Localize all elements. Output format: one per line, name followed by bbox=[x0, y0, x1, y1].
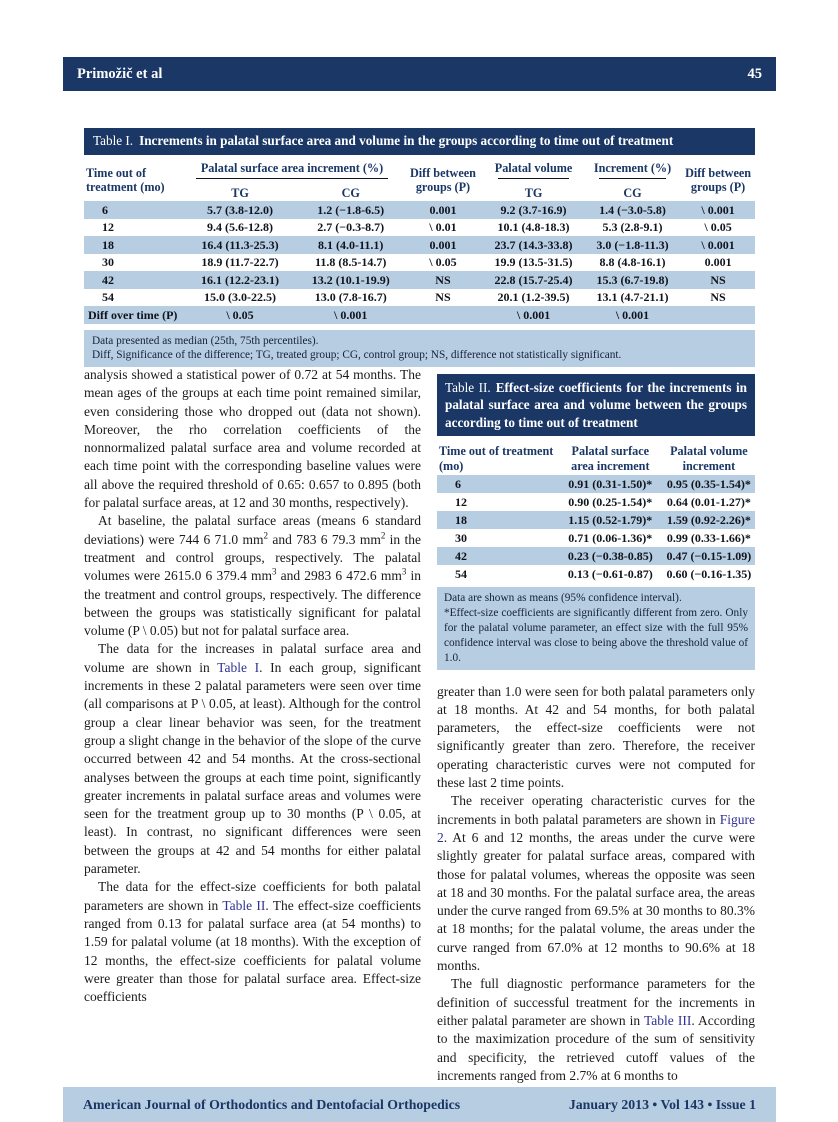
cell: 30 bbox=[102, 255, 114, 270]
table-2 bbox=[437, 374, 755, 670]
ref-table-2[interactable]: Table II bbox=[222, 897, 266, 913]
cell: 18.9 (11.7-22.7) bbox=[201, 255, 279, 270]
col-header-cg: CG bbox=[623, 185, 642, 200]
paragraph bbox=[84, 512, 421, 640]
text-run: At baseline, the palatal surface areas (means 6 standard deviations) were 744 6 71.0 mm bbox=[84, 513, 421, 547]
text-run: . The effect-size coefficients ranged from 0.13 for palatal surface area (at 54 months) to 1.59 for palatal volume (at 18 months). With the exception of 12 months, the effect-size coefficients for palatal volume were greater than those for palatal surface area. Effect-size coefficients bbox=[84, 897, 421, 1005]
col-header-surface: Palatal surface area increment bbox=[571, 444, 650, 473]
cell: 1.4 (−3.0-5.8) bbox=[599, 202, 666, 217]
cell: 8.8 (4.8-16.1) bbox=[599, 255, 666, 270]
journal-name: American Journal of Orthodontics and Dentofacial Orthopedics bbox=[83, 1096, 461, 1112]
cell: \ 0.05 bbox=[226, 307, 254, 322]
cell: 0.001 bbox=[429, 202, 457, 217]
cell: 5.3 (2.8-9.1) bbox=[602, 220, 663, 235]
table-row bbox=[84, 254, 755, 272]
cell: 13.2 (10.1-19.9) bbox=[311, 272, 390, 287]
footnote-line: Data presented as median (25th, 75th percentiles). bbox=[92, 334, 319, 347]
col-header-tg: TG bbox=[231, 185, 249, 200]
cell: 0.95 (0.35-1.54)* bbox=[666, 476, 751, 491]
cell: 42 bbox=[455, 548, 467, 563]
cell: 11.8 (8.5-14.7) bbox=[315, 255, 387, 270]
group-header-increment: Increment (%) bbox=[584, 155, 681, 180]
table-row bbox=[84, 201, 755, 219]
text-run: The receiver operating characteristic curves for the increments in both palatal parameters are shown in bbox=[437, 793, 755, 827]
cell: 1.2 (−1.8-6.5) bbox=[317, 202, 385, 217]
table-2-title: Effect-size coefficients for the increments in palatal surface area and volume between the groups according to time out of treatment bbox=[445, 380, 747, 430]
cell: 12 bbox=[455, 494, 467, 509]
cell: NS bbox=[710, 290, 726, 305]
cell: 0.99 (0.33-1.66)* bbox=[666, 530, 751, 545]
table-1-label: Table I. bbox=[93, 133, 134, 148]
left-text-column bbox=[84, 366, 421, 1006]
col-header-volume: Palatal volume increment bbox=[670, 444, 748, 473]
cell: 16.1 (12.2-23.1) bbox=[200, 272, 279, 287]
cell: 0.13 (−0.61-0.87) bbox=[567, 566, 653, 581]
text-run: and 783 6 79.3 mm bbox=[268, 531, 381, 547]
text-run: The full diagnostic performance parameters for the definition of successful treatment for the increments in either palatal parameter are shown in bbox=[437, 976, 755, 1028]
cell: \ 0.01 bbox=[429, 220, 457, 235]
table-row bbox=[437, 475, 755, 493]
text-run: in the treatment and control groups, respectively. The difference between the groups was statistically significant for palatal volume (P \ 0.05) but not for palatal surface area. bbox=[84, 568, 421, 639]
paragraph bbox=[84, 640, 421, 878]
col-header-cg: CG bbox=[341, 185, 360, 200]
table-row bbox=[84, 236, 755, 254]
page-footer bbox=[63, 1087, 776, 1122]
text-run: 3 bbox=[271, 566, 277, 577]
cell: \ 0.001 bbox=[701, 237, 735, 252]
paragraph bbox=[437, 975, 755, 1085]
cell: 42 bbox=[102, 272, 114, 287]
cell: 13.0 (7.8-16.7) bbox=[314, 290, 387, 305]
cell: 15.3 (6.7-19.8) bbox=[596, 272, 669, 287]
ref-table-3[interactable]: Table III bbox=[643, 1012, 692, 1028]
cell: 54 bbox=[102, 290, 114, 305]
col-header-diff-surface: Diff between groups (P) bbox=[409, 166, 476, 195]
table-1-title: Increments in palatal surface area and volume in the groups according to time out of treatment bbox=[139, 133, 674, 148]
cell: 9.4 (5.6-12.8) bbox=[206, 220, 273, 235]
table-2-title-bar bbox=[437, 374, 755, 436]
cell: 0.71 (0.06-1.36)* bbox=[568, 530, 653, 545]
col-header-tg: TG bbox=[524, 185, 543, 200]
text-run: The data for the increases in palatal surface area and volume are shown in bbox=[84, 641, 421, 675]
cell: \ 0.001 bbox=[615, 307, 650, 322]
cell: \ 0.001 bbox=[516, 307, 551, 322]
group-header-volume: Palatal volume bbox=[483, 155, 584, 180]
cell: NS bbox=[435, 290, 451, 305]
cell: 0.23 (−0.38-0.85) bbox=[567, 548, 653, 563]
cell: 0.91 (0.31-1.50)* bbox=[568, 476, 653, 491]
table-2-footnotes bbox=[437, 587, 755, 670]
cell: \ 0.001 bbox=[701, 202, 735, 217]
text-run: 2 bbox=[380, 530, 386, 541]
paragraph bbox=[84, 878, 421, 1006]
table-row bbox=[437, 547, 755, 565]
cell: 0.60 (−0.16-1.35) bbox=[666, 566, 752, 581]
cell: 19.9 (13.5-31.5) bbox=[494, 255, 573, 270]
paragraph bbox=[437, 683, 755, 793]
table-row bbox=[84, 289, 755, 307]
text-run: analysis showed a statistical power of 0.72 at 54 months. The mean ages of the groups at each time point remained similar, even considering those who dropped out (data not shown). Moreover, the rho correlation coefficients of the nonnormalized palatal surface area and volume recorded at each time point with the corresponding baseline values were all above the required threshold of 0.65: 0.657 to 0.895 (both for palatal surface areas, at 12 and 30 months, respectively). bbox=[84, 367, 421, 511]
cell bbox=[681, 306, 755, 324]
text-run: . At 6 and 12 months, the areas under the curve were slightly greater for palatal surface areas, compared with those for palatal volumes, whereas the opposite was seen at 18 and 30 months. For the palatal surface area, the areas under the curve ranged from 69.5% at 30 months to 80.3% at 18 months; for the palatal volume, the areas under the curve ranged from 67.0% at 12 months to 90.6% at 18 months. bbox=[437, 829, 755, 974]
ref-figure-2[interactable]: Figure 2 bbox=[437, 811, 755, 845]
cell: 13.1 (4.7-21.1) bbox=[596, 290, 669, 305]
col-header-diff-volume: Diff between groups (P) bbox=[685, 166, 752, 195]
cell: 12 bbox=[102, 220, 114, 235]
cell: 6 bbox=[455, 476, 461, 491]
cell: \ 0.05 bbox=[429, 255, 457, 270]
paragraph bbox=[437, 792, 755, 975]
cell: \ 0.05 bbox=[704, 220, 732, 235]
text-run: greater than 1.0 were seen for both palatal parameters only at 18 months. At 42 and 54 months, for both palatal parameters, the effect-size coefficients were not significantly greater than zero. Therefore, the receiver operating characteristic curves were not computed for these last 2 time points. bbox=[437, 683, 755, 791]
cell: 18 bbox=[455, 512, 467, 527]
table-2-grid bbox=[437, 436, 755, 583]
cell: 10.1 (4.8-18.3) bbox=[497, 220, 570, 235]
page-number: 45 bbox=[747, 65, 762, 82]
group-rule bbox=[196, 177, 387, 179]
cell: NS bbox=[435, 272, 451, 287]
cell: 9.2 (3.7-16.9) bbox=[500, 202, 567, 217]
cell: 30 bbox=[455, 530, 467, 545]
cell: 22.8 (15.7-25.4) bbox=[494, 272, 573, 287]
text-run: 3 bbox=[401, 566, 407, 577]
issue-info: January 2013 • Vol 143 • Issue 1 bbox=[568, 1096, 756, 1112]
cell: 3.0 (−1.8-11.3) bbox=[596, 237, 669, 252]
table-row bbox=[437, 565, 755, 583]
text-run: and 2983 6 472.6 mm bbox=[276, 568, 402, 584]
table-2-label: Table II. bbox=[445, 380, 491, 395]
paragraph bbox=[84, 366, 421, 512]
text-run: . In each group, significant increments in these 2 palatal parameters were seen over time (all comparisons at P \ 0.05, at least). Although for the control group a clear linear behavior was seen, for the treatment group a slight change in the behavior of the slope of the curve occurred between 42 and 54 months. At the cross-sectional analyses between the groups at each time point, significantly greater increments in palatal surface areas and volumes were seen for the treatment group up to 30 months (P \ 0.05, at least). In contrast, no significant differences were seen between the groups at 42 and 54 months for either palatal parameter. bbox=[84, 659, 421, 877]
table-row bbox=[437, 529, 755, 547]
cell: 1.59 (0.92-2.26)* bbox=[666, 512, 751, 527]
table-row-diff-over-time bbox=[84, 306, 755, 324]
footnote-line: Data are shown as means (95% confidence interval). bbox=[444, 592, 682, 605]
text-run: 2 bbox=[263, 530, 269, 541]
cell: 2.7 (−0.3-8.7) bbox=[317, 220, 385, 235]
cell: 5.7 (3.8-12.0) bbox=[206, 202, 273, 217]
cell: 0.64 (0.01-1.27)* bbox=[666, 494, 751, 509]
group-rule bbox=[498, 177, 569, 179]
table-row bbox=[84, 271, 755, 289]
cell: 0.90 (0.25-1.54)* bbox=[568, 494, 653, 509]
table-row bbox=[437, 511, 755, 529]
table-1 bbox=[84, 128, 755, 367]
cell bbox=[403, 306, 484, 324]
table-row bbox=[84, 219, 755, 237]
table-1-grid bbox=[84, 155, 755, 324]
cell: 0.47 (−0.15-1.09) bbox=[666, 548, 752, 563]
text-run: in the treatment and control groups, respectively. The palatal volumes were 2615.0 6 379.4 mm bbox=[84, 531, 422, 584]
running-head-authors: Primožič et al bbox=[77, 65, 163, 82]
cell: 54 bbox=[455, 566, 467, 581]
cell: 0.001 bbox=[429, 237, 457, 252]
right-text-column bbox=[437, 374, 755, 1085]
cell: 20.1 (1.2-39.5) bbox=[497, 290, 570, 305]
text-run: The data for the effect-size coefficients for both palatal parameters are shown in bbox=[84, 879, 421, 913]
cell: 18 bbox=[102, 237, 114, 252]
text-run: . According to the maximization procedure of the sum of sensitivity and specificity, the retrieved cutoff values of the increments ranged from 2.7% at 6 months to bbox=[437, 1012, 755, 1083]
cell: NS bbox=[710, 272, 726, 287]
col-header-time: Time out of treatment (mo) bbox=[439, 444, 554, 473]
cell: 16.4 (11.3-25.3) bbox=[201, 237, 279, 252]
cell: 0.001 bbox=[704, 255, 732, 270]
col-header-time: Time out of treatment (mo) bbox=[86, 166, 165, 195]
running-header bbox=[63, 57, 776, 91]
cell: 15.0 (3.0-22.5) bbox=[203, 290, 276, 305]
cell: 1.15 (0.52-1.79)* bbox=[568, 512, 653, 527]
group-header-surface: Palatal surface area increment (%) bbox=[181, 155, 402, 180]
table-row bbox=[437, 493, 755, 511]
cell: 8.1 (4.0-11.1) bbox=[318, 237, 384, 252]
cell: Diff over time (P) bbox=[88, 307, 178, 322]
table-1-title-bar bbox=[84, 128, 755, 155]
footnote-line: Diff, Significance of the difference; TG, treated group; CG, control group; NS, difference not statistically significant. bbox=[92, 349, 622, 362]
cell: \ 0.001 bbox=[334, 307, 368, 322]
cell: 23.7 (14.3-33.8) bbox=[494, 237, 573, 252]
footnote-line: *Effect-size coefficients are significantly different from zero. Only for the palatal volume parameter, an effect size with the full 95% confidence interval was close to being above the threshold value of 1.0. bbox=[444, 606, 748, 664]
table-1-footnotes bbox=[84, 330, 755, 367]
ref-table-1[interactable]: Table I bbox=[217, 659, 260, 675]
cell: 6 bbox=[102, 202, 108, 217]
group-rule bbox=[599, 177, 666, 179]
